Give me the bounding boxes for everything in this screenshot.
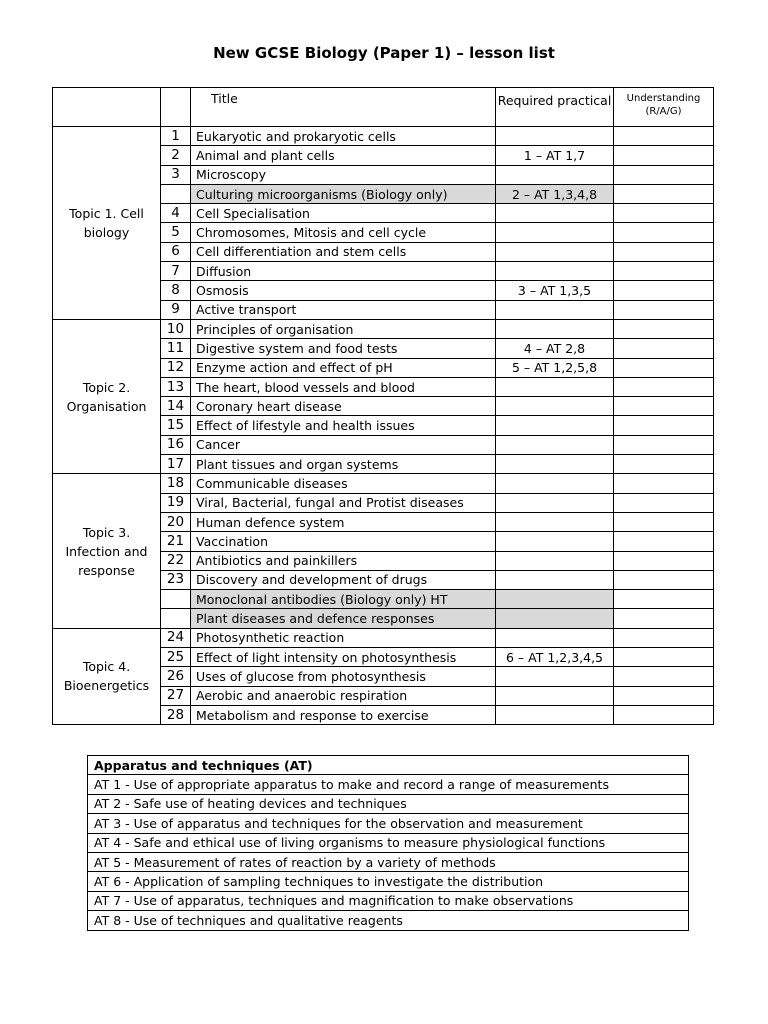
apparatus-row (88, 852, 689, 871)
topic-label: Topic 4. Bioenergetics (53, 628, 161, 724)
understanding-cell (614, 609, 714, 628)
understanding-cell (614, 127, 714, 146)
topic-label: Topic 1. Cell biology (53, 127, 161, 320)
lesson-title: Photosynthetic reaction (191, 628, 496, 647)
lesson-title: Cell Specialisation (191, 204, 496, 223)
understanding-cell (614, 512, 714, 531)
table-row (53, 474, 714, 493)
lesson-title: Eukaryotic and prokaryotic cells (191, 127, 496, 146)
lesson-title: Vaccination (191, 532, 496, 551)
lesson-title: Effect of light intensity on photosynthesis (191, 648, 496, 667)
apparatus-row (88, 775, 689, 794)
lesson-title: Aerobic and anaerobic respiration (191, 686, 496, 705)
lesson-number: 25 (161, 648, 191, 667)
lesson-title: Osmosis (191, 281, 496, 300)
apparatus-row (88, 814, 689, 833)
lesson-number: 15 (161, 416, 191, 435)
apparatus-item: AT 1 - Use of appropriate apparatus to make and record a range of measurements (88, 775, 689, 794)
lesson-number: 21 (161, 532, 191, 551)
lesson-number: 1 (161, 127, 191, 146)
apparatus-header: Apparatus and techniques (AT) (88, 756, 689, 775)
apparatus-item: AT 2 - Safe use of heating devices and techniques (88, 794, 689, 813)
understanding-cell (614, 262, 714, 281)
lesson-number: 12 (161, 358, 191, 377)
lesson-number: 8 (161, 281, 191, 300)
lesson-number: 6 (161, 242, 191, 261)
apparatus-row (88, 794, 689, 813)
lesson-number: 13 (161, 377, 191, 396)
lesson-title: Chromosomes, Mitosis and cell cycle (191, 223, 496, 242)
lesson-number: 24 (161, 628, 191, 647)
required-practical (496, 223, 614, 242)
understanding-cell (614, 705, 714, 724)
header-title: Title (191, 88, 496, 127)
lesson-number: 5 (161, 223, 191, 242)
required-practical (496, 262, 614, 281)
understanding-cell (614, 184, 714, 203)
understanding-cell (614, 628, 714, 647)
table-header-row (53, 88, 714, 127)
lesson-list-table (52, 87, 714, 725)
lesson-number: 26 (161, 667, 191, 686)
lesson-number: 3 (161, 165, 191, 184)
lesson-number: 16 (161, 435, 191, 454)
lesson-title: Active transport (191, 300, 496, 319)
lesson-number: 14 (161, 397, 191, 416)
lesson-title: Cell differentiation and stem cells (191, 242, 496, 261)
required-practical (496, 705, 614, 724)
lesson-number (161, 184, 191, 203)
lesson-number (161, 590, 191, 609)
apparatus-item: AT 6 - Application of sampling techniques to investigate the distribution (88, 872, 689, 891)
required-practical: 5 – AT 1,2,5,8 (496, 358, 614, 377)
understanding-cell (614, 146, 714, 165)
lesson-number: 9 (161, 300, 191, 319)
apparatus-row (88, 872, 689, 891)
lesson-number: 4 (161, 204, 191, 223)
required-practical (496, 455, 614, 474)
required-practical: 3 – AT 1,3,5 (496, 281, 614, 300)
lesson-title: The heart, blood vessels and blood (191, 377, 496, 396)
lesson-number: 22 (161, 551, 191, 570)
understanding-cell (614, 416, 714, 435)
lesson-number: 27 (161, 686, 191, 705)
lesson-title: Communicable diseases (191, 474, 496, 493)
required-practical (496, 435, 614, 454)
understanding-cell (614, 358, 714, 377)
understanding-cell (614, 551, 714, 570)
lesson-title: Viral, Bacterial, fungal and Protist diseases (191, 493, 496, 512)
apparatus-row (88, 891, 689, 910)
understanding-cell (614, 223, 714, 242)
understanding-cell (614, 474, 714, 493)
lesson-number (161, 609, 191, 628)
understanding-cell (614, 532, 714, 551)
required-practical (496, 686, 614, 705)
lesson-number: 19 (161, 493, 191, 512)
understanding-cell (614, 165, 714, 184)
understanding-cell (614, 590, 714, 609)
understanding-cell (614, 686, 714, 705)
page-title: New GCSE Biology (Paper 1) – lesson list (213, 44, 555, 62)
lesson-title: Enzyme action and effect of pH (191, 358, 496, 377)
lesson-number: 28 (161, 705, 191, 724)
required-practical (496, 570, 614, 589)
apparatus-item: AT 3 - Use of apparatus and techniques for the observation and measurement (88, 814, 689, 833)
understanding-cell (614, 648, 714, 667)
understanding-cell (614, 281, 714, 300)
understanding-cell (614, 204, 714, 223)
required-practical (496, 300, 614, 319)
required-practical (496, 242, 614, 261)
lesson-title: Digestive system and food tests (191, 339, 496, 358)
lesson-title: Metabolism and response to exercise (191, 705, 496, 724)
header-topic (53, 88, 161, 127)
required-practical (496, 551, 614, 570)
required-practical (496, 590, 614, 609)
apparatus-item: AT 8 - Use of techniques and qualitative reagents (88, 911, 689, 930)
understanding-cell (614, 435, 714, 454)
header-number (161, 88, 191, 127)
understanding-cell (614, 319, 714, 338)
lesson-title: Coronary heart disease (191, 397, 496, 416)
apparatus-item: AT 5 - Measurement of rates of reaction by a variety of methods (88, 852, 689, 871)
lesson-title: Plant tissues and organ systems (191, 455, 496, 474)
lesson-number: 17 (161, 455, 191, 474)
lesson-title: Principles of organisation (191, 319, 496, 338)
table-row (53, 628, 714, 647)
lesson-title: Uses of glucose from photosynthesis (191, 667, 496, 686)
lesson-title: Microscopy (191, 165, 496, 184)
apparatus-item: AT 4 - Safe and ethical use of living organisms to measure physiological functions (88, 833, 689, 852)
understanding-cell (614, 570, 714, 589)
lesson-title: Antibiotics and painkillers (191, 551, 496, 570)
topic-label: Topic 2. Organisation (53, 319, 161, 473)
understanding-cell (614, 455, 714, 474)
required-practical (496, 667, 614, 686)
required-practical (496, 609, 614, 628)
table-row (53, 319, 714, 338)
lesson-number: 18 (161, 474, 191, 493)
header-required-practical: Required practical (496, 88, 614, 127)
required-practical (496, 319, 614, 338)
apparatus-header-row (88, 756, 689, 775)
required-practical (496, 397, 614, 416)
required-practical (496, 127, 614, 146)
header-understanding: Understanding (R/A/G) (614, 88, 714, 127)
required-practical: 4 – AT 2,8 (496, 339, 614, 358)
lesson-title: Monoclonal antibodies (Biology only) HT (191, 590, 496, 609)
apparatus-row (88, 911, 689, 930)
apparatus-techniques-table (87, 755, 689, 931)
lesson-number: 23 (161, 570, 191, 589)
lesson-number: 20 (161, 512, 191, 531)
understanding-cell (614, 667, 714, 686)
understanding-cell (614, 242, 714, 261)
lesson-title: Human defence system (191, 512, 496, 531)
lesson-title: Culturing microorganisms (Biology only) (191, 184, 496, 203)
lesson-title: Cancer (191, 435, 496, 454)
required-practical: 2 – AT 1,3,4,8 (496, 184, 614, 203)
lesson-title: Effect of lifestyle and health issues (191, 416, 496, 435)
required-practical: 1 – AT 1,7 (496, 146, 614, 165)
apparatus-item: AT 7 - Use of apparatus, techniques and magnification to make observations (88, 891, 689, 910)
lesson-title: Discovery and development of drugs (191, 570, 496, 589)
required-practical (496, 474, 614, 493)
lesson-number: 10 (161, 319, 191, 338)
lesson-number: 2 (161, 146, 191, 165)
understanding-cell (614, 339, 714, 358)
required-practical (496, 204, 614, 223)
lesson-number: 11 (161, 339, 191, 358)
table-row (53, 127, 714, 146)
apparatus-row (88, 833, 689, 852)
required-practical (496, 493, 614, 512)
required-practical (496, 416, 614, 435)
required-practical (496, 377, 614, 396)
required-practical (496, 532, 614, 551)
understanding-cell (614, 493, 714, 512)
lesson-title: Plant diseases and defence responses (191, 609, 496, 628)
understanding-cell (614, 397, 714, 416)
understanding-cell (614, 377, 714, 396)
understanding-cell (614, 300, 714, 319)
required-practical: 6 – AT 1,2,3,4,5 (496, 648, 614, 667)
topic-label: Topic 3. Infection and response (53, 474, 161, 628)
lesson-title: Animal and plant cells (191, 146, 496, 165)
required-practical (496, 628, 614, 647)
lesson-title: Diffusion (191, 262, 496, 281)
required-practical (496, 512, 614, 531)
required-practical (496, 165, 614, 184)
lesson-number: 7 (161, 262, 191, 281)
